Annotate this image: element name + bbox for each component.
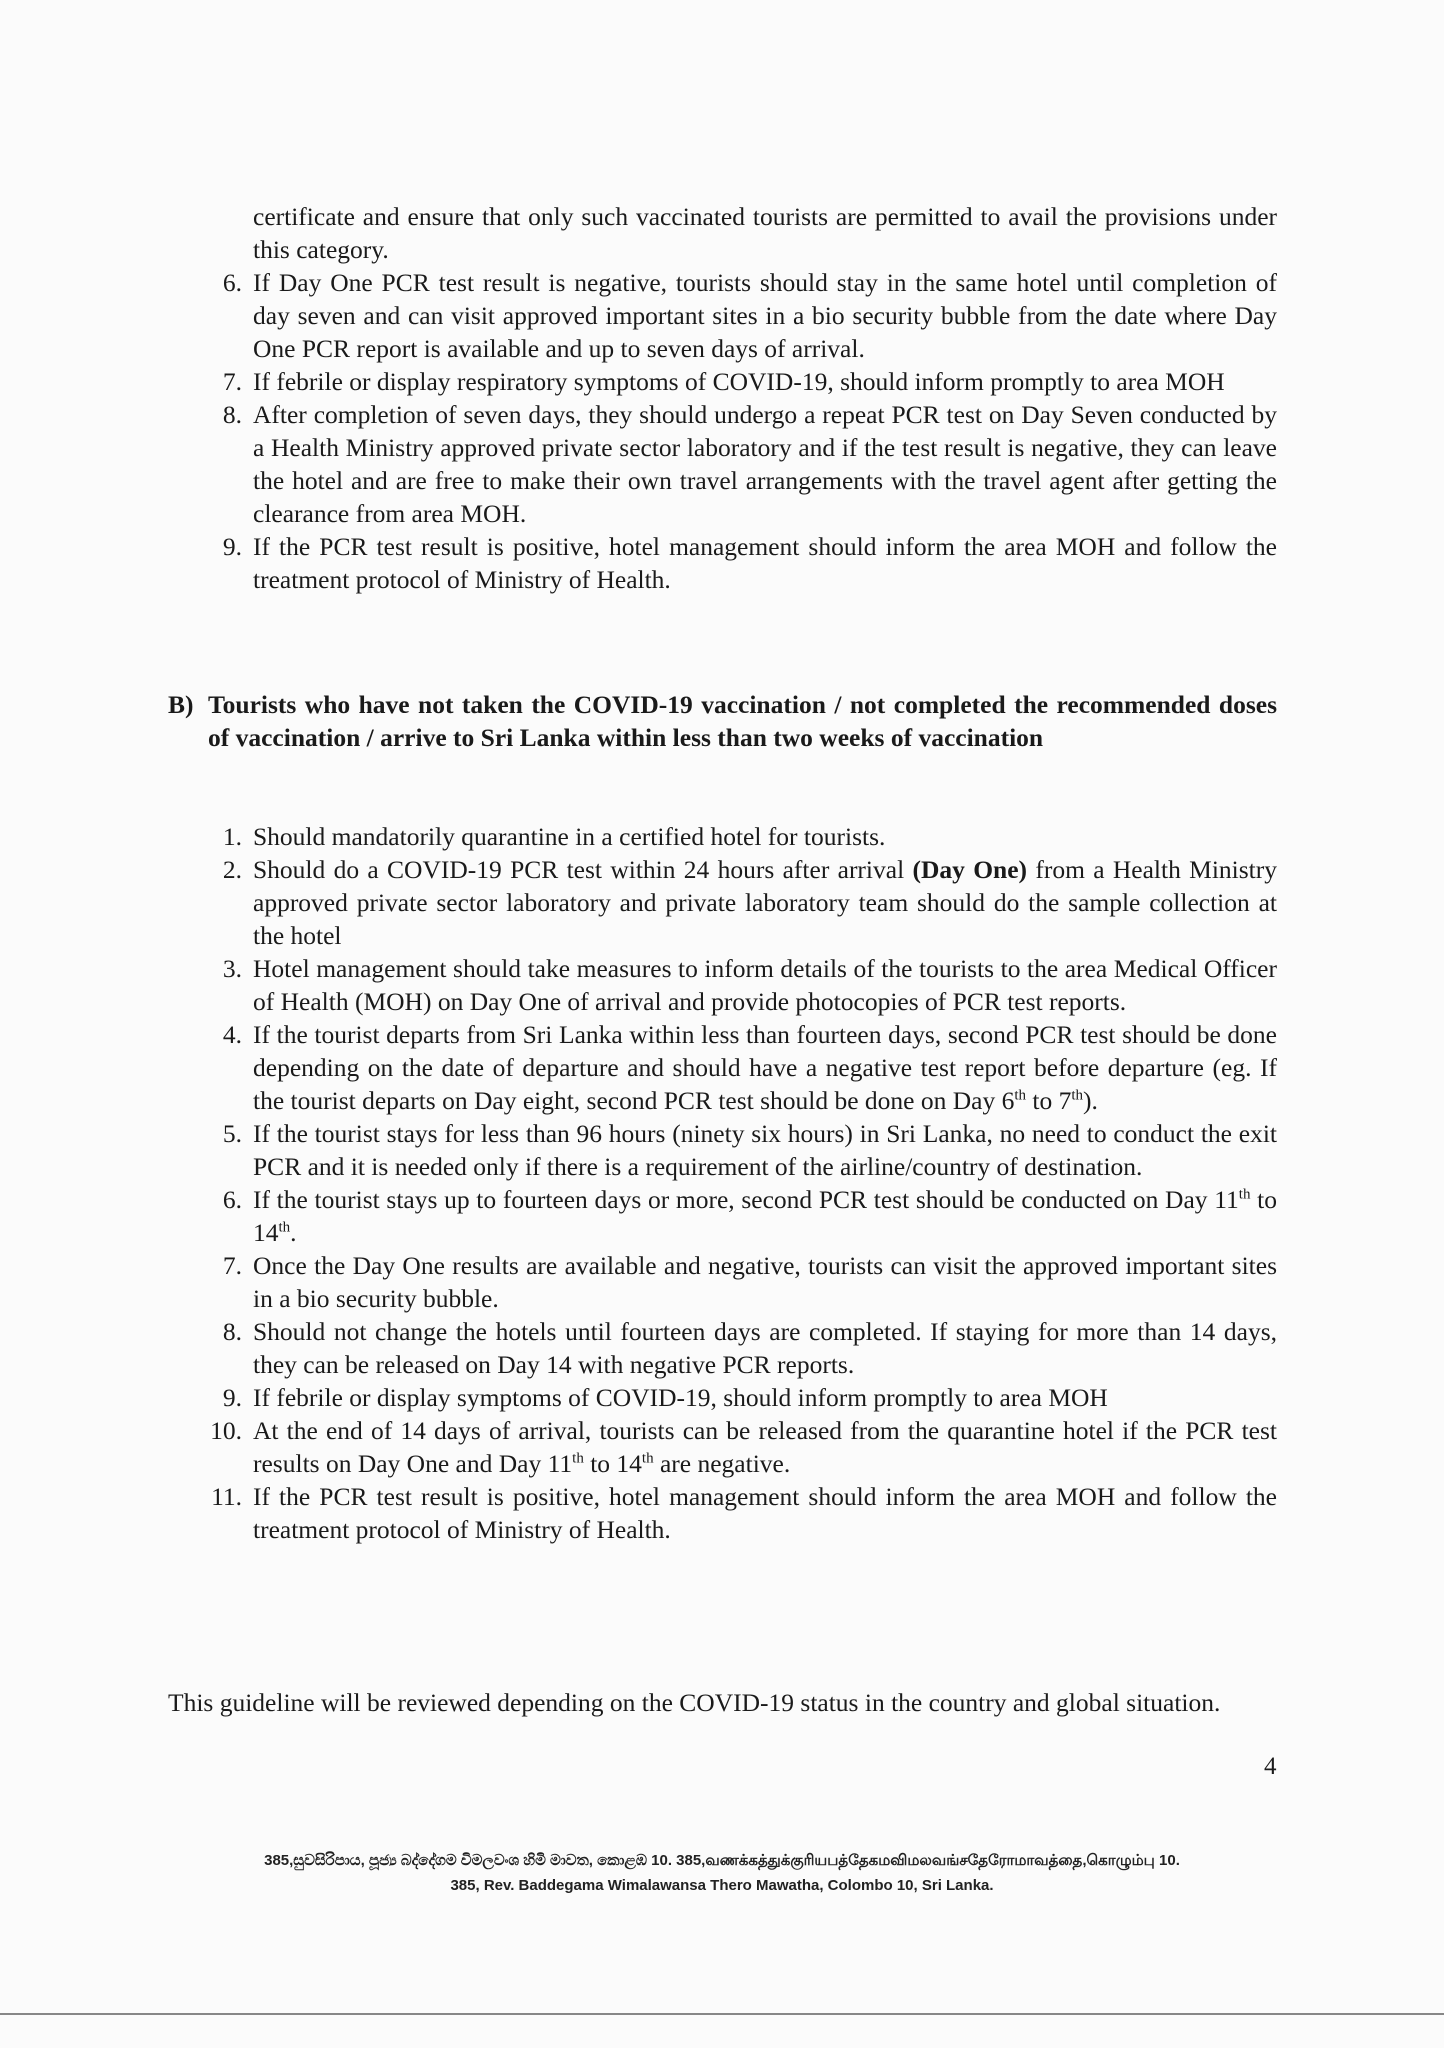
list-item [180,1381,1277,1414]
list-item-number: 3. [222,954,242,983]
list-item-text: Hotel management should take measures to inform details of the tourists to the area Medical Officer of Health (MOH) on Day One of arrival and provide photocopies of PCR test reports. [253,954,1277,1016]
list-item [180,1018,1277,1117]
list-item-number: 6. [222,1185,242,1214]
superscript: th [641,1450,654,1467]
list-item-text: If febrile or display symptoms of COVID-19, should inform promptly to area MOH [253,1383,1108,1412]
text-segment: If the tourist stays up to fourteen days or more, second PCR test should be conducted on Day 11 [253,1185,1239,1214]
superscript: th [1014,1087,1027,1104]
list-item-text [253,1183,1277,1249]
list-item [180,1183,1277,1249]
text-segment: to 14 [583,1449,642,1478]
list-item-number: 10. [210,1416,242,1445]
list-item-number: 1. [222,822,242,851]
list-item-number: 5. [222,1119,242,1148]
list-item [180,1315,1277,1381]
list-item-text [253,1018,1277,1117]
list-item [180,1249,1277,1315]
superscript: th [572,1450,584,1467]
superscript: th [1071,1087,1084,1104]
section-b-list [180,820,1277,1546]
section-label: B) [168,690,194,719]
superscript: th [278,1219,291,1236]
text-segment: ). [1083,1086,1098,1115]
list-item [180,1117,1277,1183]
list-item [180,1480,1277,1546]
list-item-number: 9. [222,532,242,561]
text-segment: from a Health Ministry approved private sector laboratory and private laboratory team should do the sample collection at the hotel [253,855,1278,950]
section-a-list [180,200,1277,596]
list-item-text: Should not change the hotels until fourteen days are completed. If staying for more than 14 days, they can be released on Day 14 with negative PCR reports. [253,1317,1277,1379]
list-item [180,365,1277,398]
list-item-text: If febrile or display respiratory symptoms of COVID-19, should inform promptly to area MOH [253,367,1225,396]
list-item-text: If the PCR test result is positive, hotel management should inform the area MOH and follow the treatment protocol of Ministry of Health. [253,532,1277,594]
footer-address-local: 385,සුවසිරිපාය, පූජ්‍ය බද්දේගම විමලවංශ හිමි මාවත, කොළඹ 10. 385,வணக்கத்துக்குரியபத்தேகமவிமலவங்சதேரோமாவத்தை,கொழும்பு 10. [264,1852,1180,1869]
list-item-text: If Day One PCR test result is negative, tourists should stay in the same hotel until completion of day seven and can visit approved important sites in a bio security bubble from the date where Day One PCR report is available and up to seven days of arrival. [253,268,1277,363]
text-segment: . [290,1218,297,1247]
text-segment: At the end of 14 days of arrival, tourists can be released from the quarantine hotel if the PCR test results on Day One and Day 11 [253,1416,1277,1478]
text-segment: If the tourist departs from Sri Lanka within less than fourteen days, second PCR test should be done depending on the date of departure and should have a negative test report before departure (eg. If the tourist departs on Day eight, second PCR test should be done on Day 6 [253,1020,1277,1115]
section-b-heading [168,688,1277,754]
superscript: th [1238,1186,1251,1203]
list-item [180,530,1277,596]
text-segment: to 14 [253,1185,1278,1247]
list-item-number: 6. [222,268,242,297]
list-item-number: 9. [222,1383,242,1412]
bottom-rule [0,2013,1444,2015]
list-item-number: 8. [222,400,242,429]
section-heading-text: Tourists who have not taken the COVID-19 vaccination / not completed the recommended doses of vaccination / arrive to Sri Lanka within less than two weeks of vaccination [208,690,1277,752]
list-item-text: Once the Day One results are available and negative, tourists can visit the approved important sites in a bio security bubble. [253,1251,1277,1313]
list-item-text [253,1414,1277,1480]
closing-paragraph: This guideline will be reviewed depending on the COVID-19 status in the country and global situation. [168,1688,1221,1717]
list-item [180,200,1277,266]
list-item-text: After completion of seven days, they should undergo a repeat PCR test on Day Seven conducted by a Health Ministry approved private sector laboratory and if the test result is negative, they can leave the hotel and are free to make their own travel arrangements with the travel agent after getting the clearance from area MOH. [253,400,1277,528]
list-item [180,952,1277,1018]
list-item-number: 4. [222,1020,242,1049]
list-item [180,1414,1277,1480]
list-item-number: 2. [222,855,242,884]
text-segment: are negative. [653,1449,791,1478]
list-item-number: 7. [222,367,242,396]
text-segment: to 7 [1026,1086,1072,1115]
list-item-text: Should mandatorily quarantine in a certified hotel for tourists. [253,822,886,851]
list-item [180,820,1277,853]
text-segment: Should do a COVID-19 PCR test within 24 hours after arrival [253,855,913,884]
list-item-number: 7. [222,1251,242,1280]
list-item [180,266,1277,365]
list-item-text: certificate and ensure that only such vaccinated tourists are permitted to avail the provisions under this category. [253,202,1277,264]
list-item-number: 8. [222,1317,242,1346]
list-item [180,398,1277,530]
list-item-text: If the PCR test result is positive, hotel management should inform the area MOH and follow the treatment protocol of Ministry of Health. [253,1482,1277,1544]
footer-address-english: 385, Rev. Baddegama Wimalawansa Thero Mawatha, Colombo 10, Sri Lanka. [450,1877,994,1894]
list-item-number: 11. [211,1482,242,1511]
list-item [180,853,1277,952]
page-number: 4 [1264,1753,1277,1780]
list-item-text [253,853,1277,952]
list-item-text: If the tourist stays for less than 96 hours (ninety six hours) in Sri Lanka, no need to conduct the exit PCR and it is needed only if there is a requirement of the airline/country of destination. [253,1119,1277,1181]
bold-text: (Day One) [912,855,1028,884]
